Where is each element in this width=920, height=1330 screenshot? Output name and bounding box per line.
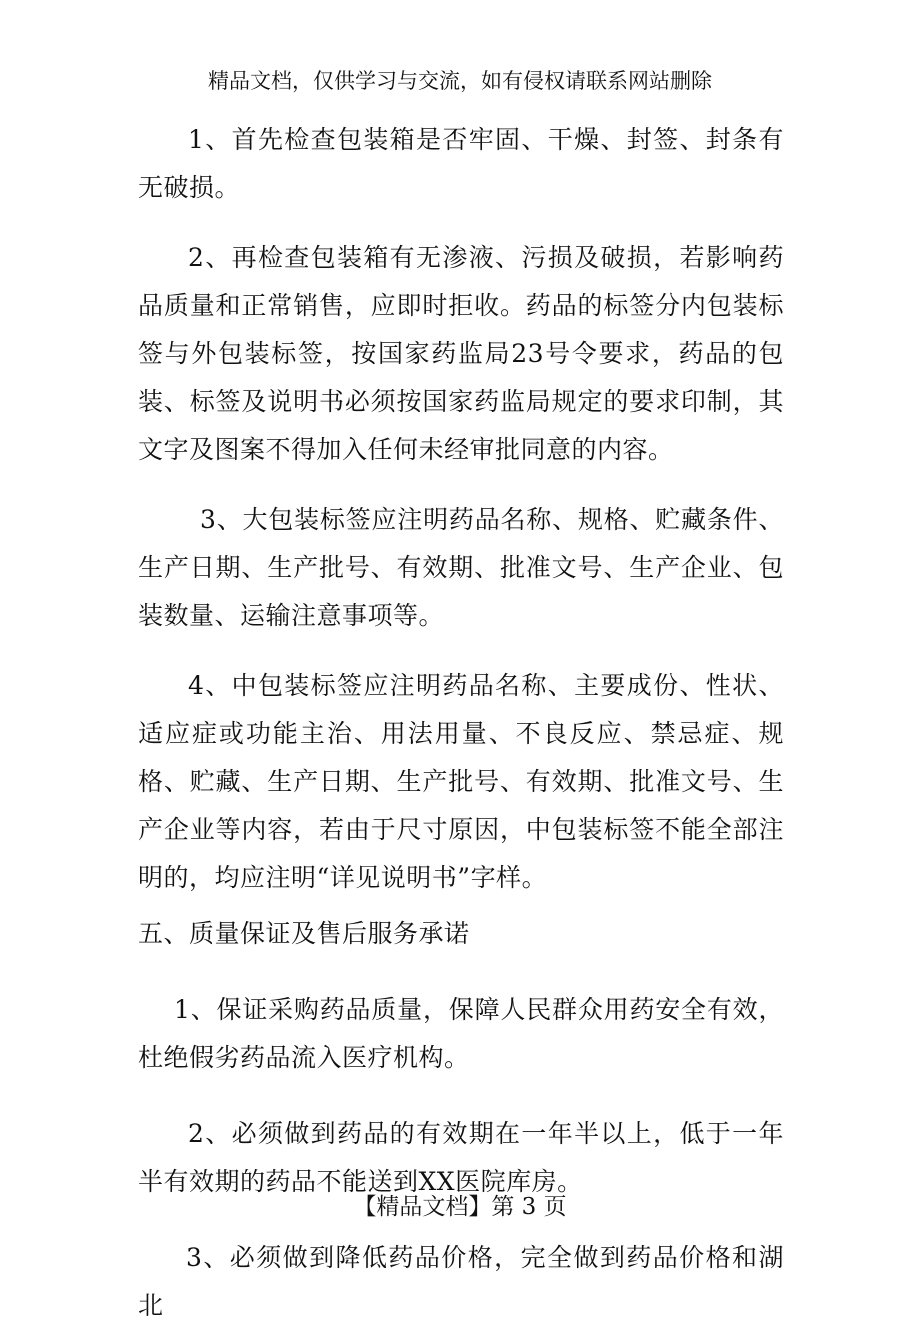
document-body: [138, 116, 784, 1330]
paragraph-3: 3、大包装标签应注明药品名称、规格、贮藏条件、生产日期、生产批号、有效期、批准文号、生产企业、包装数量、运输注意事项等。: [138, 505, 784, 630]
paragraph-7: 3、必须做到降低药品价格，完全做到药品价格和湖北: [138, 1243, 784, 1320]
page-footer: 【精品文档】第 3 页: [353, 1194, 567, 1220]
page-header: 精品文档，仅供学习与交流，如有侵权请联系网站删除: [208, 69, 712, 93]
section-heading: 五、质量保证及售后服务承诺: [138, 919, 470, 948]
paragraph-1: 1、首先检查包装箱是否牢固、干燥、封签、封条有无破损。: [138, 125, 784, 202]
paragraph-2: 2、再检查包装箱有无渗液、污损及破损，若影响药品质量和正常销售，应即时拒收。药品的标签分内包装标签与外包装标签，按国家药监局23号令要求，药品的包装、标签及说明书必须按国家药监局规定的要求印制，其文字及图案不得加入任何未经审批同意的内容。: [138, 243, 784, 464]
paragraph-4: 4、中包装标签应注明药品名称、主要成份、性状、适应症或功能主治、用法用量、不良反应、禁忌症、规格、贮藏、生产日期、生产批号、有效期、批准文号、生产企业等内容，若由于尺寸原因，中包装标签不能全部注明的，均应注明“详见说明书”字样。: [138, 671, 784, 892]
paragraph-5: 1、保证采购药品质量，保障人民群众用药安全有效，杜绝假劣药品流入医疗机构。: [138, 995, 784, 1072]
paragraph-6: 2、必须做到药品的有效期在一年半以上，低于一年半有效期的药品不能送到XX医院库房。: [138, 1119, 784, 1196]
